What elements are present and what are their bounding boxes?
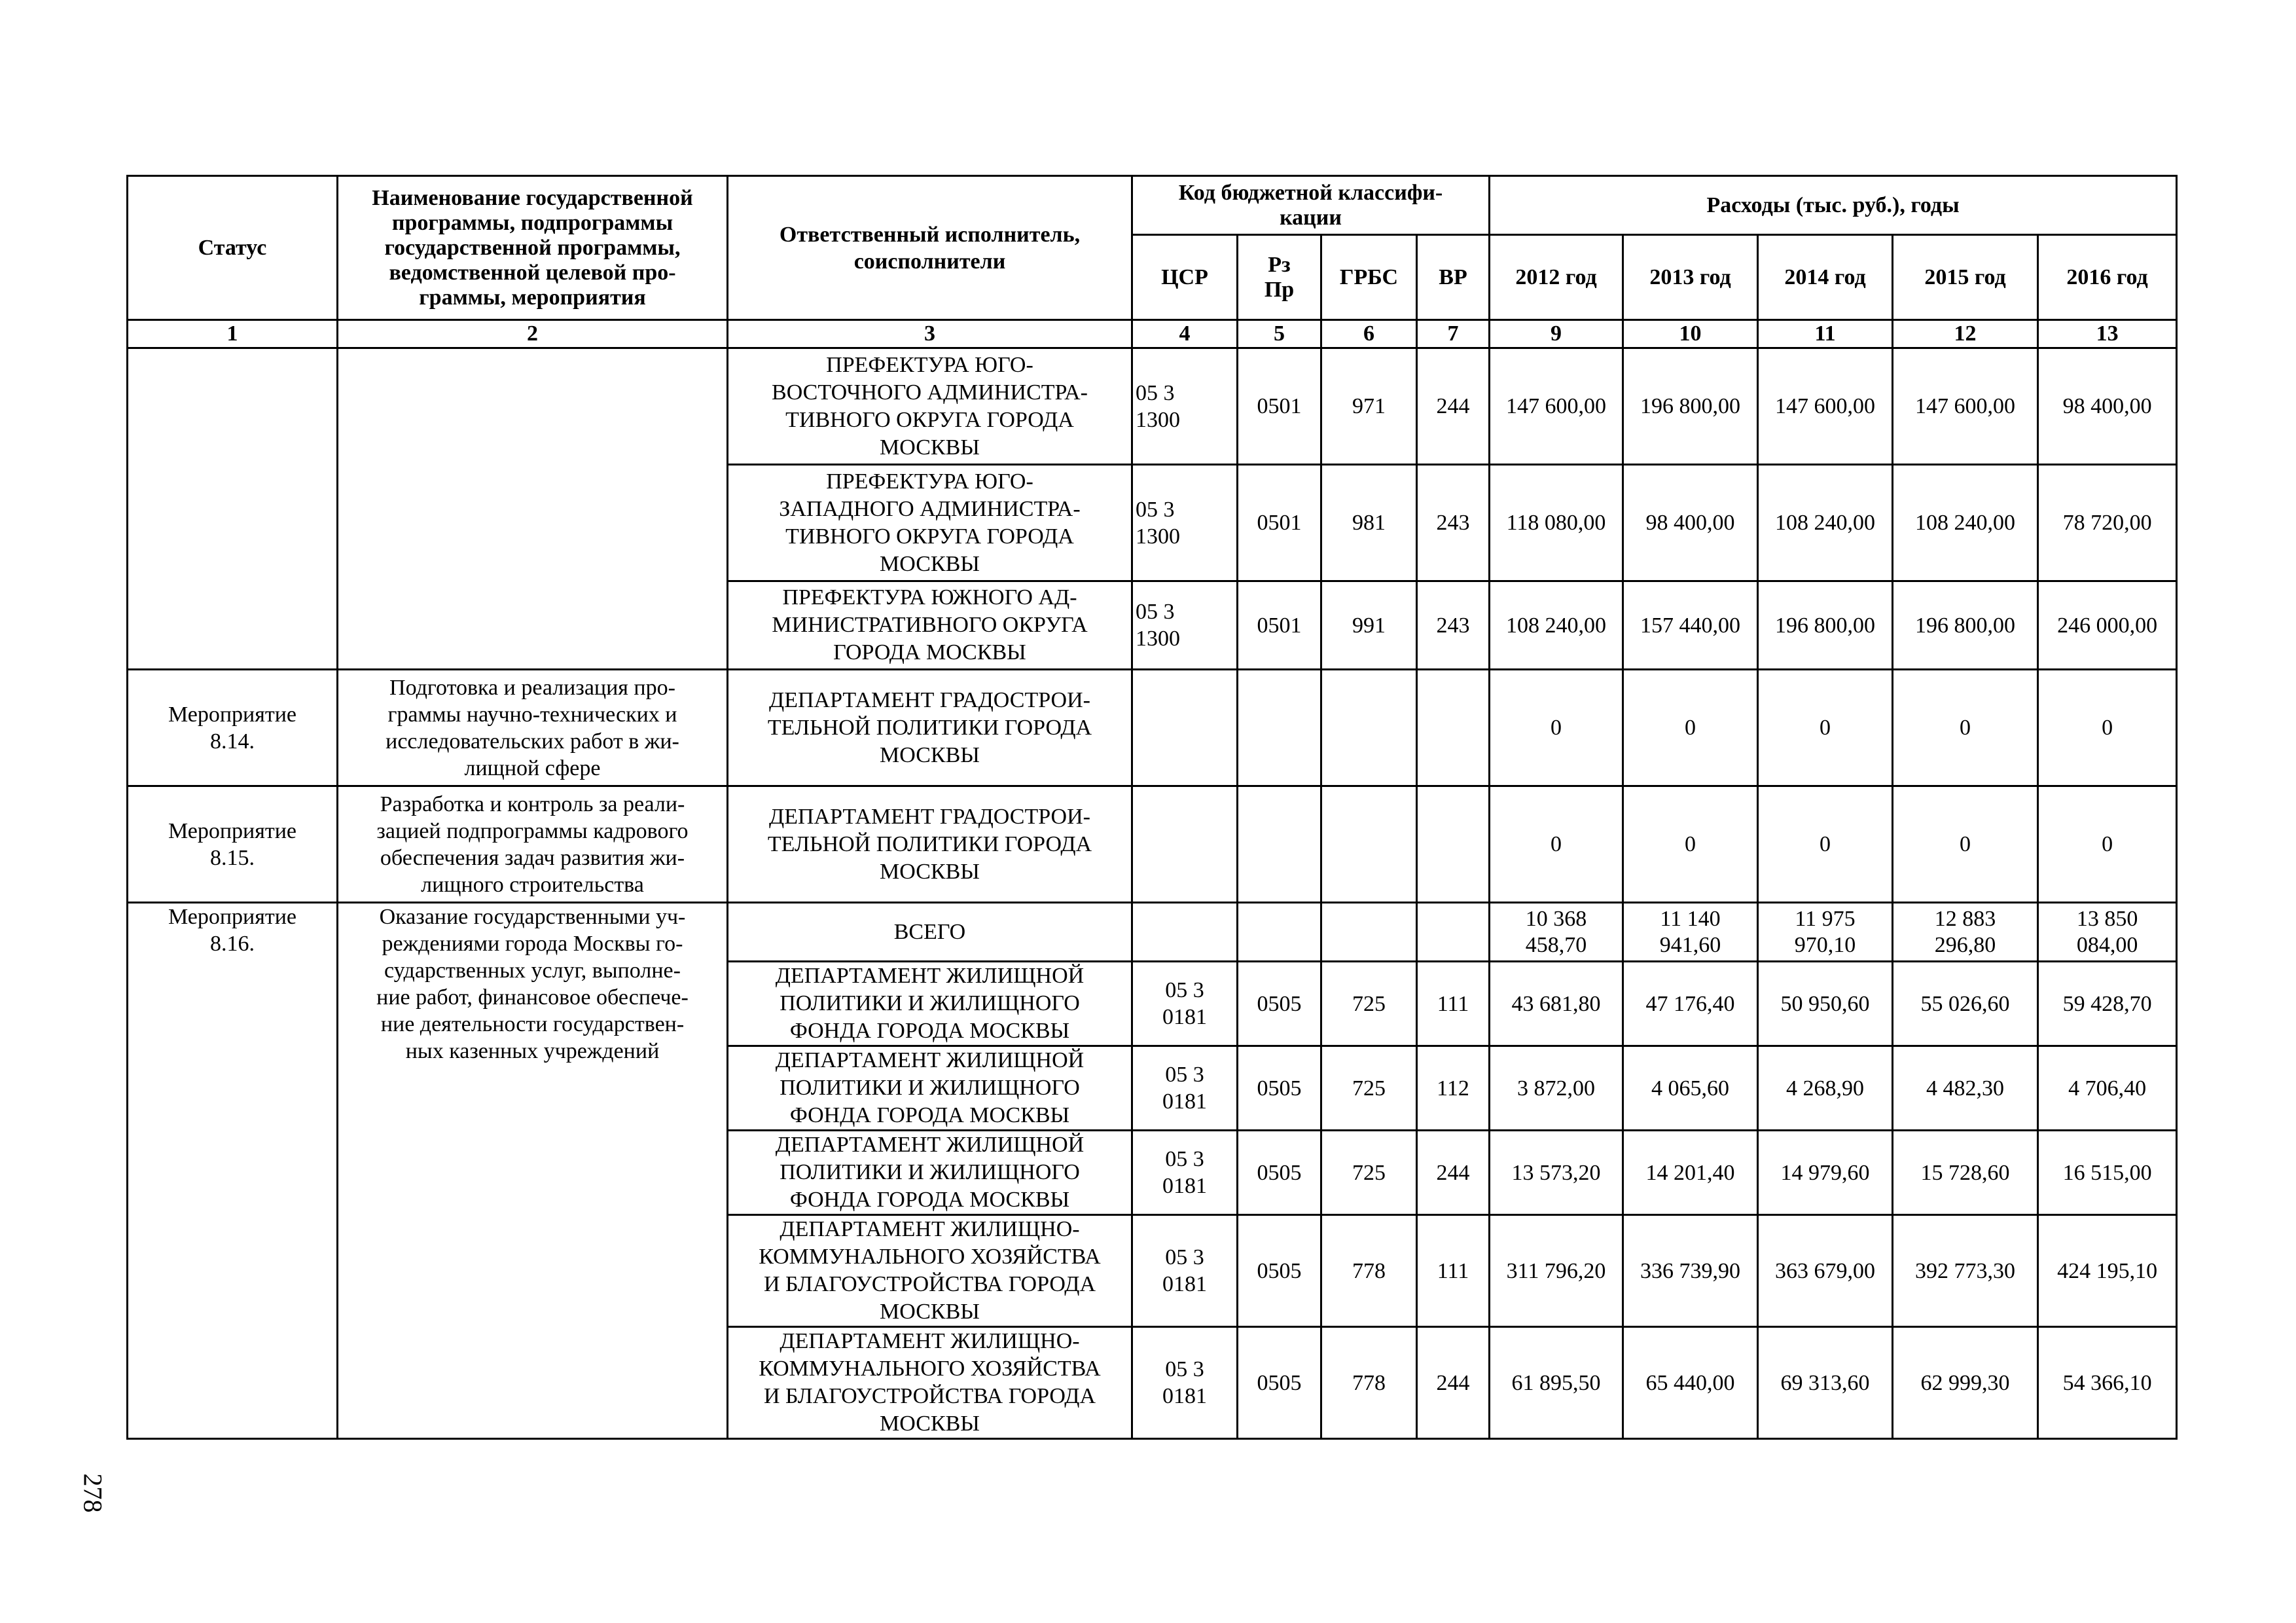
- value-2015: 196 800,00: [1893, 581, 2038, 670]
- value-2016: 0: [2038, 786, 2177, 903]
- vr-cell: 112: [1417, 1046, 1490, 1131]
- column-number: 5: [1238, 320, 1321, 348]
- header-year-2016: 2016 год: [2038, 235, 2177, 320]
- value-2016: 16 515,00: [2038, 1131, 2177, 1215]
- budget-table: [126, 175, 2178, 1440]
- rzpr-cell: 0505: [1238, 962, 1321, 1046]
- csr-cell: 05 3 0181: [1132, 1131, 1238, 1215]
- grbs-cell: 725: [1321, 962, 1417, 1046]
- name-cell: Разработка и контроль за реали- зацией подпрограммы кадрового обеспечения задач развития жи- лищного строительства: [338, 786, 728, 903]
- name-cell-empty: [338, 348, 728, 670]
- value-2012: 61 895,50: [1490, 1327, 1623, 1439]
- grbs-cell: [1321, 903, 1417, 962]
- csr-cell: 05 3 1300: [1132, 581, 1238, 670]
- executor-cell: ВСЕГО: [728, 903, 1132, 962]
- csr-cell: [1132, 670, 1238, 786]
- budget-table-sheet: [126, 175, 2176, 1440]
- value-2016: 78 720,00: [2038, 465, 2177, 581]
- column-number: 12: [1893, 320, 2038, 348]
- value-2016: 246 000,00: [2038, 581, 2177, 670]
- vr-cell: 111: [1417, 1215, 1490, 1327]
- value-2015: 0: [1893, 670, 2038, 786]
- value-2012: 0: [1490, 670, 1623, 786]
- vr-cell: 111: [1417, 962, 1490, 1046]
- executor-cell: ДЕПАРТАМЕНТ ЖИЛИЩНО- КОММУНАЛЬНОГО ХОЗЯЙСТВА И БЛАГОУСТРОЙСТВА ГОРОДА МОСКВЫ: [728, 1215, 1132, 1327]
- grbs-cell: 981: [1321, 465, 1417, 581]
- executor-cell: ДЕПАРТАМЕНТ ЖИЛИЩНОЙ ПОЛИТИКИ И ЖИЛИЩНОГО ФОНДА ГОРОДА МОСКВЫ: [728, 962, 1132, 1046]
- table-row: [128, 670, 2177, 786]
- column-number: 10: [1623, 320, 1758, 348]
- value-2012: 13 573,20: [1490, 1131, 1623, 1215]
- status-cell: Мероприятие 8.15.: [128, 786, 338, 903]
- csr-cell: 05 3 0181: [1132, 1046, 1238, 1131]
- value-2015: 4 482,30: [1893, 1046, 2038, 1131]
- rzpr-cell: [1238, 903, 1321, 962]
- header-vr: ВР: [1417, 235, 1490, 320]
- value-2016: 0: [2038, 670, 2177, 786]
- rzpr-cell: 0505: [1238, 1327, 1321, 1439]
- page-number-text: 278: [78, 1473, 108, 1512]
- grbs-cell: 971: [1321, 348, 1417, 465]
- vr-cell: 243: [1417, 581, 1490, 670]
- value-2014: 363 679,00: [1758, 1215, 1893, 1327]
- page-number: [73, 1457, 113, 1529]
- value-2014: 196 800,00: [1758, 581, 1893, 670]
- status-cell-empty: [128, 348, 338, 670]
- value-2014: 0: [1758, 670, 1893, 786]
- grbs-cell: 991: [1321, 581, 1417, 670]
- value-2013: 98 400,00: [1623, 465, 1758, 581]
- executor-cell: ПРЕФЕКТУРА ЮГО- ЗАПАДНОГО АДМИНИСТРА- ТИВНОГО ОКРУГА ГОРОДА МОСКВЫ: [728, 465, 1132, 581]
- grbs-cell: 725: [1321, 1131, 1417, 1215]
- status-cell: Мероприятие 8.16.: [128, 903, 338, 1439]
- value-2015: 12 883 296,80: [1893, 903, 2038, 962]
- value-2015: 62 999,30: [1893, 1327, 2038, 1439]
- value-2012: 311 796,20: [1490, 1215, 1623, 1327]
- value-2014: 11 975 970,10: [1758, 903, 1893, 962]
- header-rzpr: Рз Пр: [1238, 235, 1321, 320]
- csr-cell: 05 3 1300: [1132, 465, 1238, 581]
- column-number: 9: [1490, 320, 1623, 348]
- executor-cell: ПРЕФЕКТУРА ЮЖНОГО АД- МИНИСТРАТИВНОГО ОКРУГА ГОРОДА МОСКВЫ: [728, 581, 1132, 670]
- value-2012: 118 080,00: [1490, 465, 1623, 581]
- value-2014: 69 313,60: [1758, 1327, 1893, 1439]
- value-2014: 0: [1758, 786, 1893, 903]
- name-cell: Подготовка и реализация про- граммы научно-технических и исследовательских работ в жи- лищной сфере: [338, 670, 728, 786]
- value-2015: 147 600,00: [1893, 348, 2038, 465]
- value-2014: 4 268,90: [1758, 1046, 1893, 1131]
- value-2013: 47 176,40: [1623, 962, 1758, 1046]
- header-year-2013: 2013 год: [1623, 235, 1758, 320]
- value-2016: 4 706,40: [2038, 1046, 2177, 1131]
- rzpr-cell: 0501: [1238, 581, 1321, 670]
- value-2016: 59 428,70: [2038, 962, 2177, 1046]
- header-expenses: Расходы (тыс. руб.), годы: [1490, 176, 2177, 235]
- column-number: 11: [1758, 320, 1893, 348]
- rzpr-cell: 0501: [1238, 348, 1321, 465]
- value-2012: 10 368 458,70: [1490, 903, 1623, 962]
- header-status: Статус: [128, 176, 338, 320]
- column-number: 1: [128, 320, 338, 348]
- header-name: Наименование государственной программы, подпрограммы государственной программы, ведомственной целевой про- граммы, мероприятия: [338, 176, 728, 320]
- csr-cell: 05 3 1300: [1132, 348, 1238, 465]
- csr-cell: [1132, 786, 1238, 903]
- table-row: [128, 786, 2177, 903]
- column-number: 4: [1132, 320, 1238, 348]
- value-2012: 3 872,00: [1490, 1046, 1623, 1131]
- column-number: 6: [1321, 320, 1417, 348]
- header-budget-code: Код бюджетной классифи- кации: [1132, 176, 1490, 235]
- grbs-cell: [1321, 786, 1417, 903]
- value-2014: 14 979,60: [1758, 1131, 1893, 1215]
- vr-cell: 243: [1417, 465, 1490, 581]
- value-2014: 147 600,00: [1758, 348, 1893, 465]
- value-2015: 108 240,00: [1893, 465, 2038, 581]
- executor-cell: ДЕПАРТАМЕНТ ЖИЛИЩНОЙ ПОЛИТИКИ И ЖИЛИЩНОГО ФОНДА ГОРОДА МОСКВЫ: [728, 1131, 1132, 1215]
- value-2015: 0: [1893, 786, 2038, 903]
- value-2016: 54 366,10: [2038, 1327, 2177, 1439]
- vr-cell: 244: [1417, 1327, 1490, 1439]
- header-grbs: ГРБС: [1321, 235, 1417, 320]
- vr-cell: 244: [1417, 348, 1490, 465]
- rzpr-cell: 0501: [1238, 465, 1321, 581]
- value-2016: 98 400,00: [2038, 348, 2177, 465]
- table-row: [128, 903, 2177, 962]
- vr-cell: [1417, 786, 1490, 903]
- value-2013: 14 201,40: [1623, 1131, 1758, 1215]
- rzpr-cell: 0505: [1238, 1046, 1321, 1131]
- vr-cell: 244: [1417, 1131, 1490, 1215]
- value-2015: 55 026,60: [1893, 962, 2038, 1046]
- value-2013: 4 065,60: [1623, 1046, 1758, 1131]
- executor-cell: ДЕПАРТАМЕНТ ГРАДОСТРОИ- ТЕЛЬНОЙ ПОЛИТИКИ ГОРОДА МОСКВЫ: [728, 786, 1132, 903]
- column-numbers-row: [128, 320, 2177, 348]
- csr-cell: [1132, 903, 1238, 962]
- grbs-cell: 778: [1321, 1215, 1417, 1327]
- value-2013: 196 800,00: [1623, 348, 1758, 465]
- value-2013: 336 739,90: [1623, 1215, 1758, 1327]
- rzpr-cell: 0505: [1238, 1131, 1321, 1215]
- value-2015: 392 773,30: [1893, 1215, 2038, 1327]
- value-2012: 108 240,00: [1490, 581, 1623, 670]
- status-cell: Мероприятие 8.14.: [128, 670, 338, 786]
- executor-cell: ДЕПАРТАМЕНТ ЖИЛИЩНО- КОММУНАЛЬНОГО ХОЗЯЙСТВА И БЛАГОУСТРОЙСТВА ГОРОДА МОСКВЫ: [728, 1327, 1132, 1439]
- value-2012: 43 681,80: [1490, 962, 1623, 1046]
- header-executor: Ответственный исполнитель, соисполнители: [728, 176, 1132, 320]
- executor-cell: ПРЕФЕКТУРА ЮГО- ВОСТОЧНОГО АДМИНИСТРА- ТИВНОГО ОКРУГА ГОРОДА МОСКВЫ: [728, 348, 1132, 465]
- value-2016: 424 195,10: [2038, 1215, 2177, 1327]
- header-year-2014: 2014 год: [1758, 235, 1893, 320]
- csr-cell: 05 3 0181: [1132, 1215, 1238, 1327]
- grbs-cell: [1321, 670, 1417, 786]
- value-2014: 108 240,00: [1758, 465, 1893, 581]
- column-number: 7: [1417, 320, 1490, 348]
- header-csr: ЦСР: [1132, 235, 1238, 320]
- csr-cell: 05 3 0181: [1132, 962, 1238, 1046]
- column-number: 3: [728, 320, 1132, 348]
- header-year-2015: 2015 год: [1893, 235, 2038, 320]
- value-2012: 0: [1490, 786, 1623, 903]
- column-number: 2: [338, 320, 728, 348]
- rzpr-cell: [1238, 786, 1321, 903]
- value-2013: 0: [1623, 670, 1758, 786]
- grbs-cell: 725: [1321, 1046, 1417, 1131]
- value-2013: 157 440,00: [1623, 581, 1758, 670]
- rzpr-cell: [1238, 670, 1321, 786]
- rzpr-cell: 0505: [1238, 1215, 1321, 1327]
- value-2013: 65 440,00: [1623, 1327, 1758, 1439]
- header-year-2012: 2012 год: [1490, 235, 1623, 320]
- value-2014: 50 950,60: [1758, 962, 1893, 1046]
- vr-cell: [1417, 903, 1490, 962]
- value-2015: 15 728,60: [1893, 1131, 2038, 1215]
- value-2013: 11 140 941,60: [1623, 903, 1758, 962]
- vr-cell: [1417, 670, 1490, 786]
- executor-cell: ДЕПАРТАМЕНТ ЖИЛИЩНОЙ ПОЛИТИКИ И ЖИЛИЩНОГО ФОНДА ГОРОДА МОСКВЫ: [728, 1046, 1132, 1131]
- name-cell: Оказание государственными уч- реждениями города Москвы го- сударственных услуг, выполне- ние работ, финансовое обеспече- ние деятельности государствен- ных казенных учреждений: [338, 903, 728, 1439]
- table-row: [128, 348, 2177, 465]
- executor-cell: ДЕПАРТАМЕНТ ГРАДОСТРОИ- ТЕЛЬНОЙ ПОЛИТИКИ ГОРОДА МОСКВЫ: [728, 670, 1132, 786]
- column-number: 13: [2038, 320, 2177, 348]
- value-2016: 13 850 084,00: [2038, 903, 2177, 962]
- value-2013: 0: [1623, 786, 1758, 903]
- csr-cell: 05 3 0181: [1132, 1327, 1238, 1439]
- value-2012: 147 600,00: [1490, 348, 1623, 465]
- grbs-cell: 778: [1321, 1327, 1417, 1439]
